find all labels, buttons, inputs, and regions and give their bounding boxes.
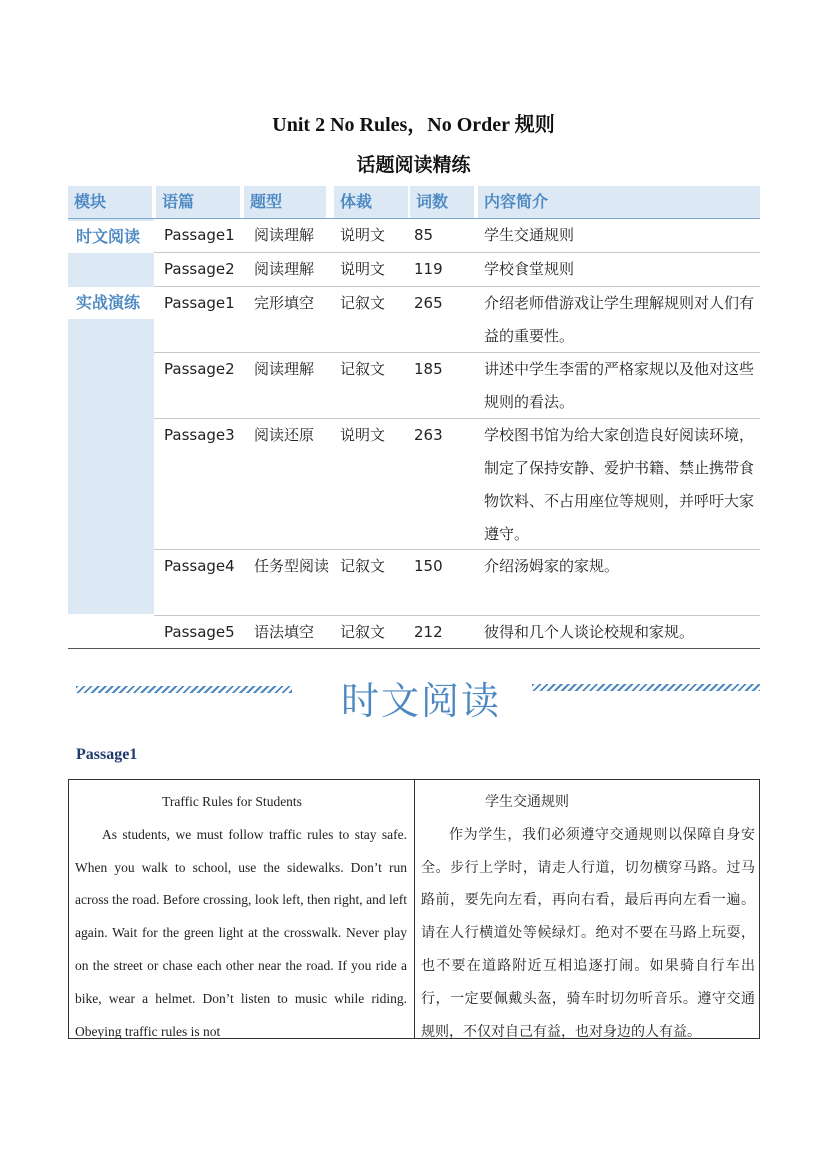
- cell-words: 263: [414, 426, 443, 444]
- cell-passage: Passage4: [164, 557, 235, 575]
- cell-genre: 说明文: [340, 426, 386, 444]
- cell-passage: Passage2: [164, 360, 235, 378]
- table-row: [154, 253, 760, 287]
- passage-label: Passage1: [76, 746, 138, 763]
- document-title: Unit 2 No Rules，No Order 规则: [272, 114, 555, 136]
- cell-type: 阅读理解: [254, 360, 315, 378]
- cell-type: 阅读理解: [254, 226, 315, 244]
- cell-intro: 介绍老师借游戏让学生理解规则对人们有益的重要性。: [484, 294, 755, 345]
- cell-type: 完形填空: [254, 294, 315, 312]
- cell-words: 265: [414, 294, 443, 312]
- cell-passage: Passage1: [164, 226, 235, 244]
- header-intro: 内容简介: [478, 186, 760, 218]
- table-row: [154, 219, 760, 253]
- cell-genre: 记叙文: [340, 623, 386, 641]
- english-column: [75, 786, 407, 1048]
- cell-genre: 记叙文: [340, 360, 386, 378]
- cell-passage: Passage5: [164, 623, 235, 641]
- cell-intro: 学生交通规则: [484, 226, 575, 244]
- header-passage: 语篇: [156, 186, 240, 218]
- header-genre: 体裁: [334, 186, 408, 218]
- cell-words: 85: [414, 226, 434, 244]
- overview-table: [68, 184, 760, 641]
- module-column: [68, 219, 154, 647]
- cell-words: 185: [414, 360, 443, 378]
- table-header: [68, 184, 760, 219]
- module-label-current-reading: 时文阅读: [68, 221, 154, 253]
- cell-words: 150: [414, 557, 443, 575]
- document-subtitle: 话题阅读精练: [356, 154, 471, 176]
- table-row: [154, 616, 760, 647]
- table-row: [154, 287, 760, 353]
- banner-stripe-left: [76, 686, 292, 693]
- chinese-title: 学生交通规则: [485, 794, 569, 810]
- cell-type: 阅读理解: [254, 260, 315, 278]
- cell-genre: 记叙文: [340, 294, 386, 312]
- cell-intro: 学校食堂规则: [484, 260, 575, 278]
- cell-genre: 说明文: [340, 260, 386, 278]
- section-banner: [76, 670, 760, 730]
- table-row: [154, 550, 760, 616]
- cell-passage: Passage2: [164, 260, 235, 278]
- table-row: [154, 419, 760, 550]
- cell-words: 119: [414, 260, 443, 278]
- chinese-body: 作为学生，我们必须遵守交通规则以保障自身安全。步行上学时，请走人行道，切勿横穿马路。过马路前，要先向左看，再向右看，最后再向左看一遍。请在人行横道处等候绿灯。绝对不要在马路上玩耍，也不要在道路附近互相追逐打闹。如果骑自行车出行，一定要佩戴头盔，骑车时切勿听音乐。遵守交通规则，不仅对自己有益，也对身边的人有益。: [421, 826, 755, 1040]
- cell-type: 语法填空: [254, 623, 315, 641]
- english-body: As students, we must follow traffic rules to stay safe. When you walk to school, use the sidewalks. Don’t run across the road. Before crossing, look left, then right, and left again. Wait for the green light at the crosswalk. Never play on the street or chase each other near the road. If you ride a bike, wear a helmet. Don’t listen to music while riding. Obeying traffic rules is not: [75, 826, 407, 1039]
- chinese-column: [421, 786, 755, 1048]
- cell-intro: 学校图书馆为给大家创造良好阅读环境，制定了保持安静、爱护书籍、禁止携带食物饮料、不占用座位等规则，并呼吁大家遵守。: [484, 426, 755, 543]
- cell-type: 阅读还原: [254, 426, 315, 444]
- section-banner-title: 时文阅读: [340, 679, 501, 723]
- table-bottom-border: [68, 648, 760, 649]
- module-column-blank: [68, 614, 154, 648]
- bilingual-passage-box: [68, 779, 760, 1039]
- cell-passage: Passage3: [164, 426, 235, 444]
- cell-genre: 说明文: [340, 226, 386, 244]
- column-divider: [414, 780, 415, 1038]
- cell-passage: Passage1: [164, 294, 235, 312]
- table-row: [154, 353, 760, 419]
- header-module: 模块: [68, 186, 152, 218]
- header-type: 题型: [244, 186, 326, 218]
- cell-words: 212: [414, 623, 443, 641]
- cell-intro: 彼得和几个人谈论校规和家规。: [484, 623, 695, 641]
- module-label-practice: 实战演练: [68, 287, 154, 319]
- header-words: 词数: [410, 186, 474, 218]
- cell-intro: 讲述中学生李雷的严格家规以及他对这些规则的看法。: [484, 360, 755, 411]
- cell-intro: 介绍汤姆家的家规。: [484, 557, 620, 575]
- cell-type: 任务型阅读: [254, 557, 330, 575]
- english-title: Traffic Rules for Students: [162, 794, 302, 809]
- banner-stripe-right: [532, 684, 760, 691]
- cell-genre: 记叙文: [340, 557, 386, 575]
